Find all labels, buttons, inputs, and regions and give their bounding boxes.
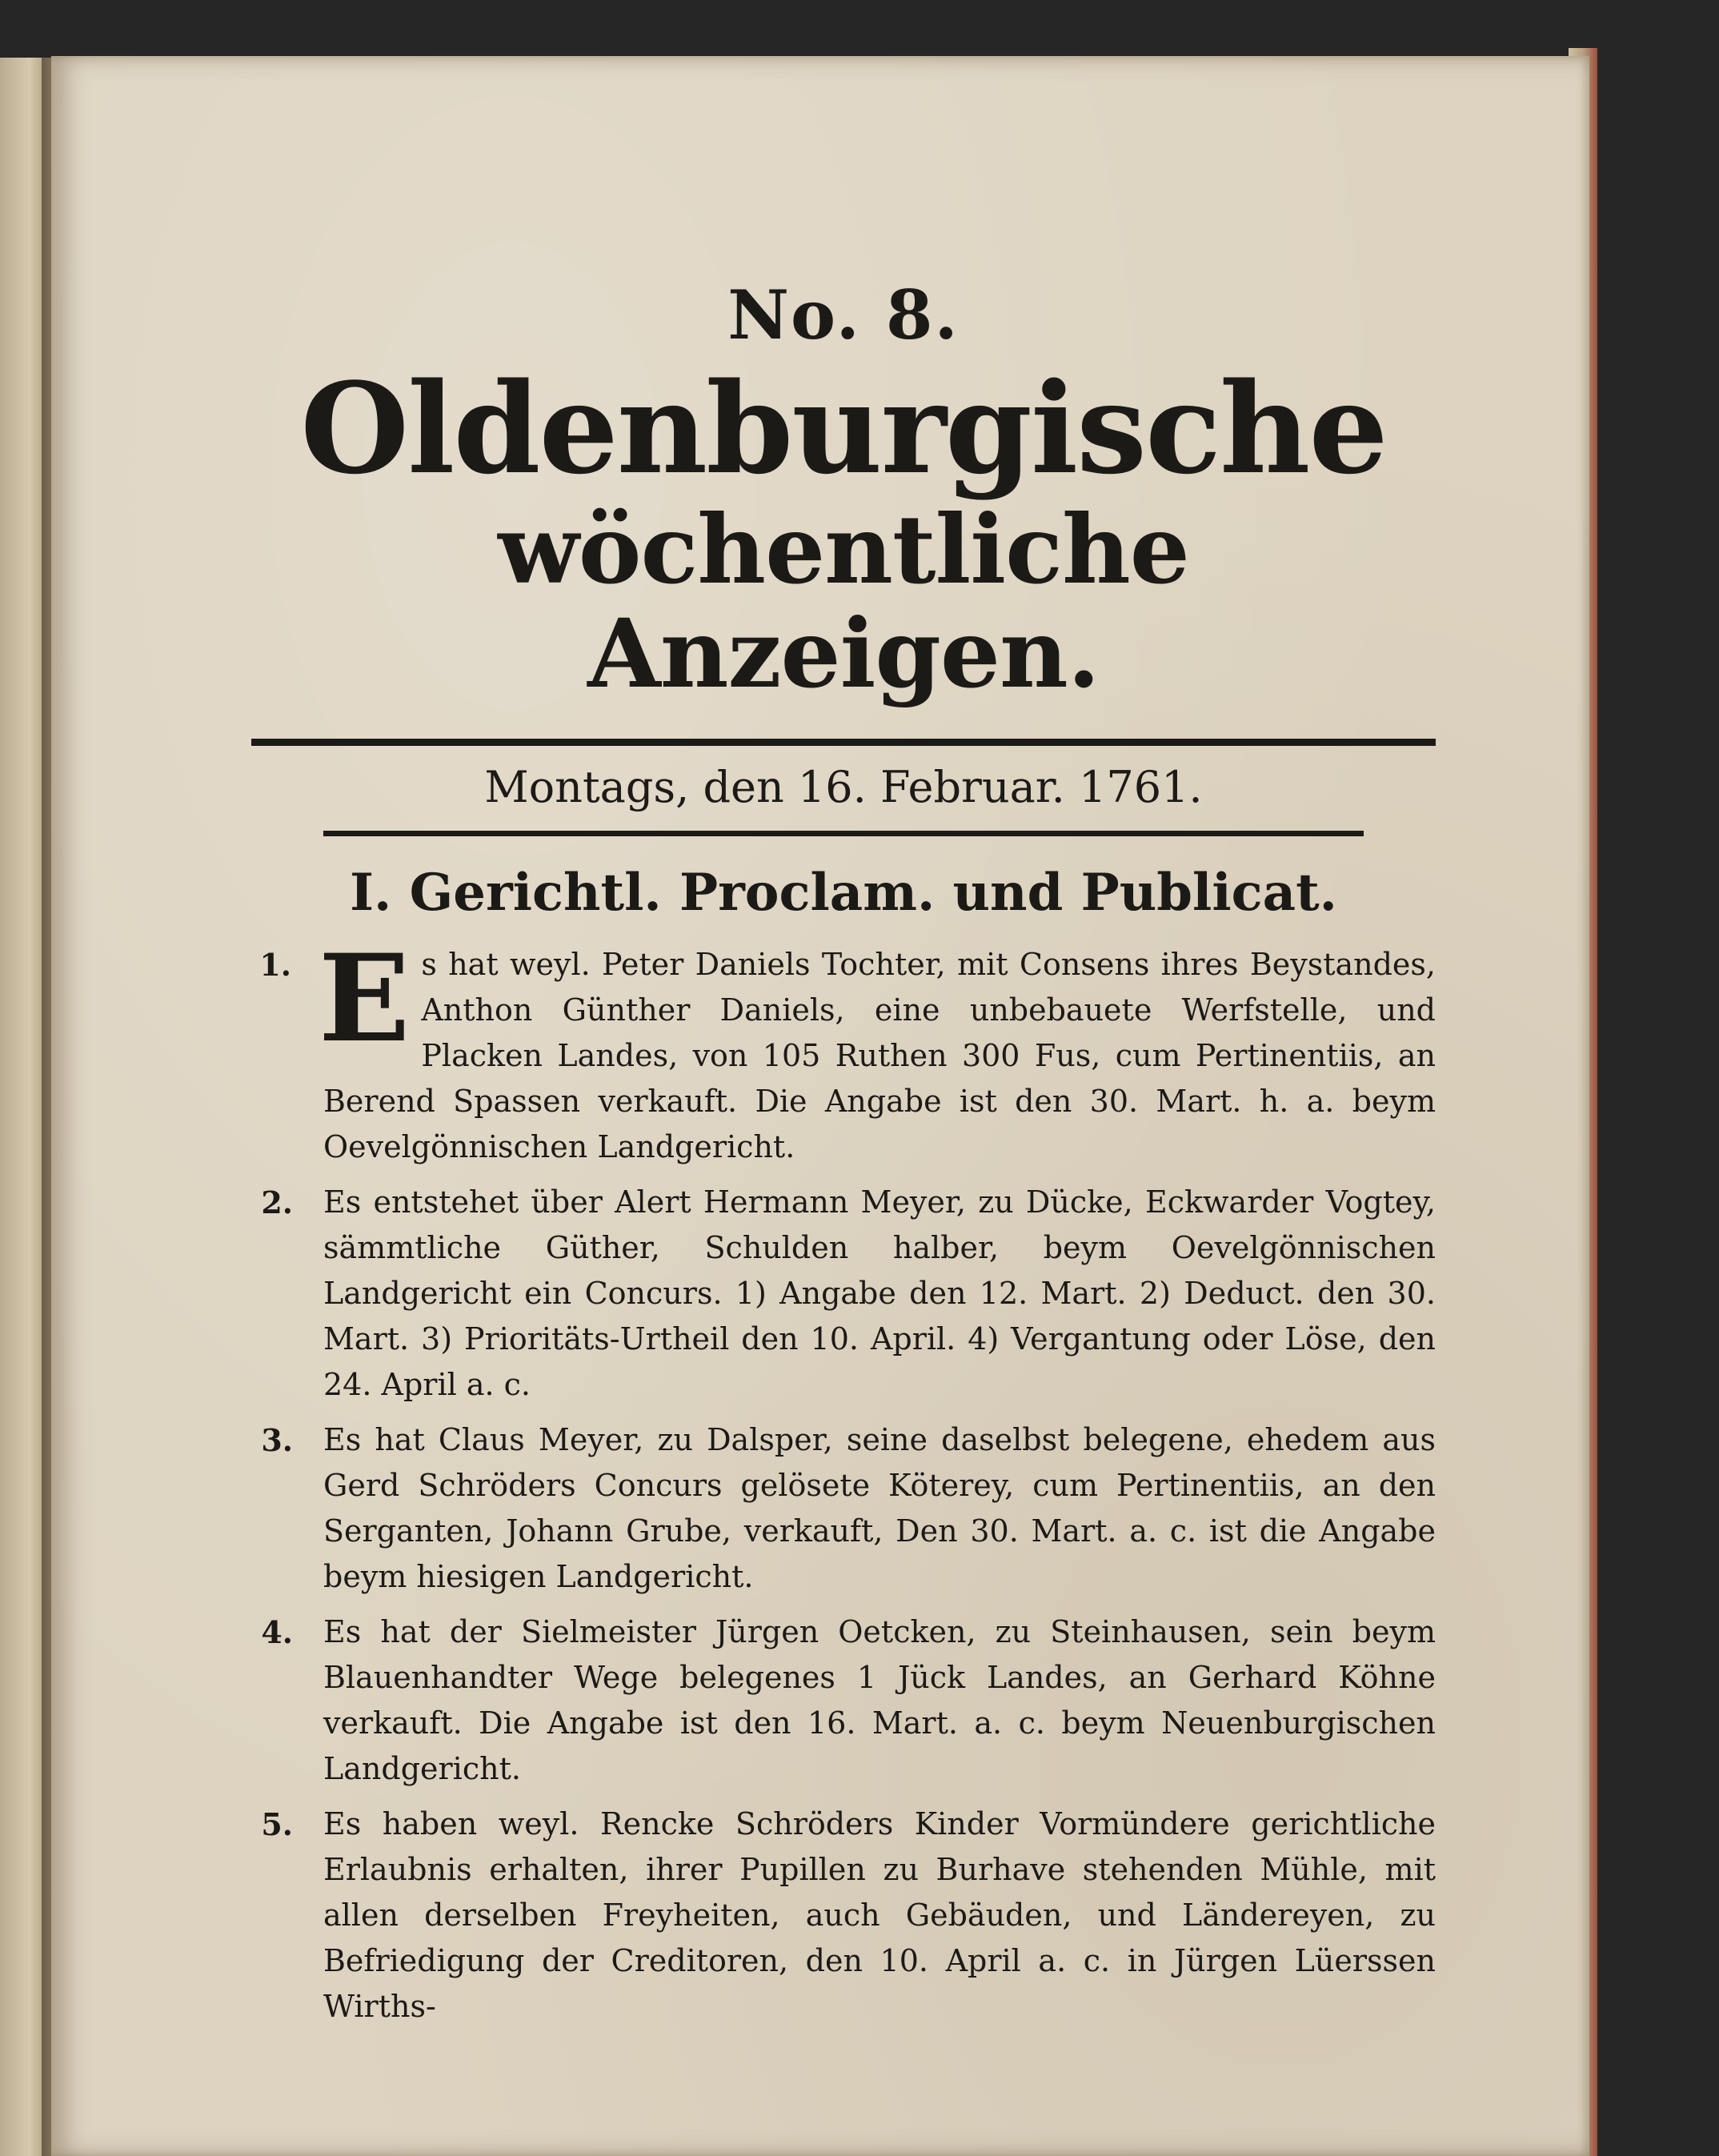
drop-cap: E [319, 928, 411, 1070]
entry-number: 3. [261, 1422, 293, 1459]
page-content [251, 248, 1436, 2039]
masthead-title-line-1: Oldenburgische [300, 355, 1387, 502]
entry-text: Es haben weyl. Rencke Schröders Kinder Vormündere gerichtliche Erlaubnis erhalten, ihrer Pupillen zu Burhave stehenden Mühle, mit allen derselben Freyheiten, auch Gebäuden, und Ländereyen, zu Befriedigung der Creditoren, den 10. April a. c. in Jürgen Lüerssen Wirths- [323, 1806, 1436, 2025]
entry-text: s hat weyl. Peter Daniels Tochter, mit Consens ihres Beystandes, Anthon Günther Daniels, eine unbebauete Werfstelle, und Placken Landes, von 105 Ruthen 300 Fus, cum Pertinentiis, an Berend Spassen verkauft. Die Angabe ist den 30. Mart. h. a. beym Oevelgönnischen Landgericht. [323, 947, 1436, 1165]
date-rule [323, 831, 1364, 836]
entry-text: Es entstehet über Alert Hermann Meyer, zu Dücke, Eckwarder Vogtey, sämmtliche Güther, Schulden halber, beym Oevelgönnischen Landgericht ein Concurs. 1) Angabe den 12. Mart. 2) Deduct. den 30. Mart. 3) Prioritäts-Urtheil den 10. April. 4) Vergantung oder Löse, den 24. April a. c. [323, 1184, 1436, 1403]
notice-entry-4 [251, 1609, 1436, 1792]
entry-number: 4. [261, 1614, 293, 1651]
entry-number: 1. [259, 947, 291, 984]
issue-number: No. 8. [727, 275, 960, 355]
notice-entry-5 [251, 1801, 1436, 2030]
entry-text: Es hat der Sielmeister Jürgen Oetcken, zu Steinhausen, sein beym Blauenhandter Wege belegenes 1 Jück Landes, an Gerhard Köhne verkauft. Die Angabe ist den 16. Mart. a. c. beym Neuenburgischen Landgericht. [323, 1614, 1436, 1787]
masthead-rule [251, 739, 1436, 746]
newspaper-page [51, 56, 1589, 2156]
notice-entry-1 [251, 928, 1436, 1170]
notice-entry-2 [251, 1180, 1436, 1408]
entry-text: Es hat Claus Meyer, zu Dalsper, seine daselbst belegene, ehedem aus Gerd Schröders Concurs gelösete Köterey, cum Pertinentiis, an den Serganten, Johann Grube, verkauft, Den 30. Mart. a. c. ist die Angabe beym hiesigen Landgericht. [323, 1422, 1436, 1595]
issue-date: Montags, den 16. Februar. 1761. [484, 762, 1203, 813]
entry-body [251, 928, 1436, 1170]
section-title: I. Gerichtl. Proclam. und Publicat. [350, 862, 1337, 923]
entry-number: 2. [261, 1184, 293, 1221]
notice-entry-3 [251, 1417, 1436, 1600]
masthead-title-line-2: wöchentliche Anzeigen. [498, 493, 1189, 709]
entry-number: 5. [261, 1806, 293, 1843]
